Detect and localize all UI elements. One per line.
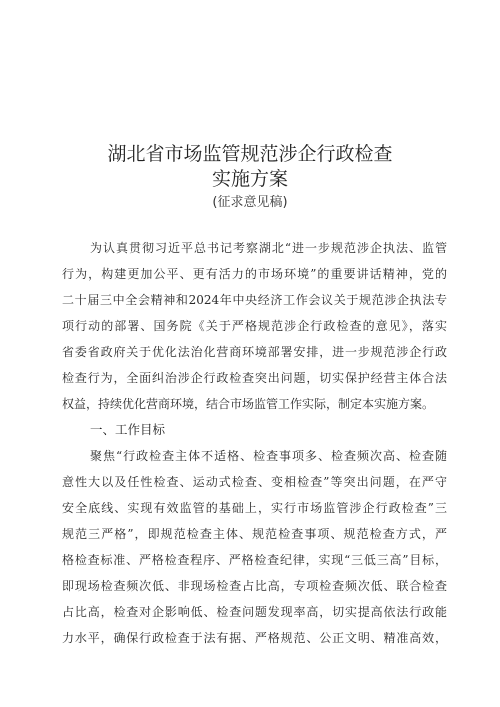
intro-line: 检查行为，全面纠治涉企行政检查突出问题，切实保护经营主体合法 (62, 371, 447, 385)
intro-line: 行为，构建更加公平、更有活力的市场环境”的重要讲话精神，党的 (62, 267, 447, 281)
intro-line: 项行动的部署、国务院《关于严格规范涉企行政检查的意见》，落实 (62, 319, 447, 333)
document-subtitle: (征求意见稿) (212, 195, 288, 210)
intro-line: 省委省政府关于优化法治化营商环境部署安排，进一步规范涉企行政 (62, 345, 447, 359)
section1-line: 格检查标准、严格检查程序、严格检查纪律，实现“三低三高”目标， (62, 553, 447, 567)
intro-line: 为认真贯彻习近平总书记考察湖北“进一步规范涉企执法、监管 (90, 241, 447, 255)
section1-line: 力水平，确保行政检查于法有据、严格规范、公正文明、精准高效， (62, 631, 447, 645)
section1-line: 聚焦“行政检查主体不适格、检查事项多、检查频次高、检查随 (90, 449, 447, 463)
intro-line: 权益，持续优化营商环境，结合市场监管工作实际，制定本实施方案。 (62, 397, 435, 411)
section1-line: 规范三严格”，即规范检查主体、规范检查事项、规范检查方式，严 (62, 527, 447, 541)
section1-line: 意性大以及任性检查、运动式检查、变相检查”等突出问题，在严守 (62, 475, 447, 489)
document-title-line2: 实施方案 (211, 168, 288, 190)
document-body (62, 235, 447, 651)
section1-line: 即现场检查频次低、非现场检查占比高，专项检查频次低、联合检查 (62, 579, 447, 593)
section-heading-goals: 一、工作目标 (90, 422, 166, 437)
intro-line: 二十届三中全会精神和2024年中央经济工作会议关于规范涉企执法专 (62, 293, 447, 307)
section1-line: 占比高，检查对企影响低、检查问题发现率高，切实提高依法行政能 (62, 605, 447, 619)
section1-line: 安全底线、实现有效监管的基础上，实行市场监管涉企行政检查”三 (62, 501, 447, 515)
document-title-line1: 湖北省市场监管规范涉企行政检查 (107, 143, 393, 165)
